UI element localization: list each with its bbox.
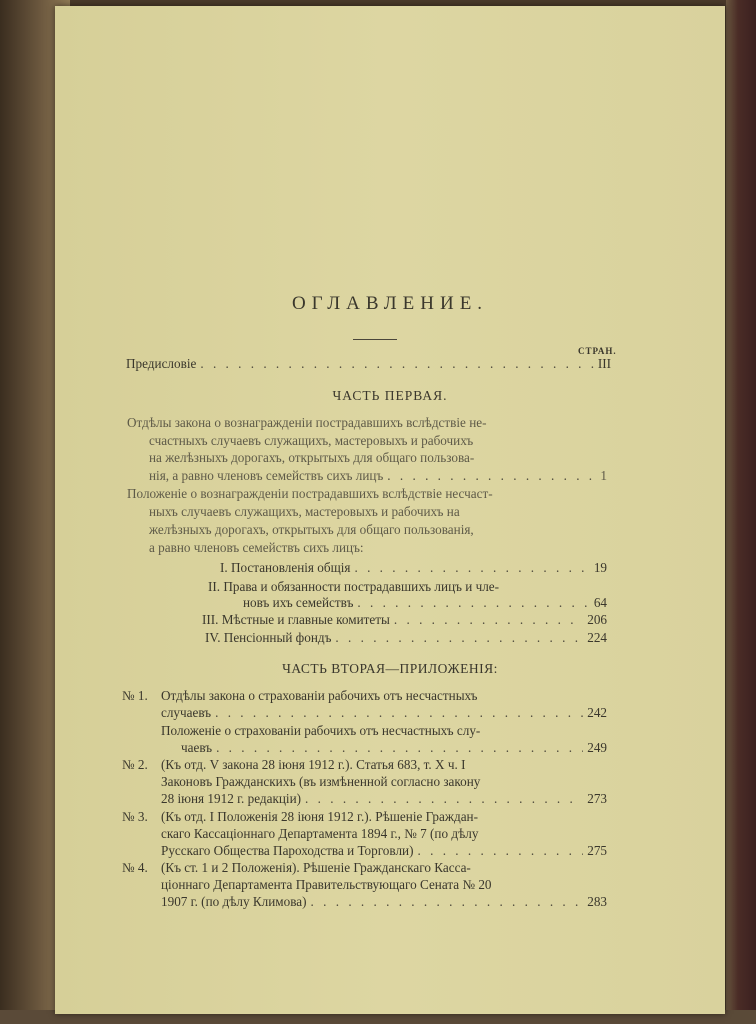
toc-text-line: Положеніе о страхованіи рабочихъ отъ несчастныхъ слу- [161, 723, 481, 738]
dot-leader [387, 467, 596, 484]
toc-entry-preface [126, 355, 611, 372]
toc-page-number: 19 [593, 560, 607, 575]
toc-appendix-2 [161, 790, 607, 807]
toc-page-number: 273 [587, 791, 607, 806]
toc-appendix-4 [161, 893, 607, 910]
toc-entry-label: I. Постановленія общія [220, 560, 351, 575]
toc-section-4 [205, 629, 607, 646]
toc-appendix-3 [161, 842, 607, 859]
toc-text-line: на желѣзныхъ дорогахъ, открытыхъ для общаго пользова- [149, 450, 475, 465]
toc-text-line: ныхъ случаевъ служащихъ, мастеровыхъ и рабочихъ на [149, 504, 460, 519]
toc-appendix-1-sub [181, 739, 607, 756]
book-right-edge [726, 0, 756, 1024]
toc-text-line: счастныхъ случаевъ служащихъ, мастеровыхъ и рабочихъ [149, 433, 474, 448]
toc-appendix-1 [161, 704, 607, 721]
toc-section-2 [243, 594, 607, 611]
toc-text-line: скаго Кассаціоннаго Департамента 1894 г., № 7 (по дѣлу [161, 826, 479, 841]
toc-text-line: Отдѣлы закона о страхованіи рабочихъ отъ несчастныхъ [161, 688, 478, 703]
toc-entry-label: нія, а равно членовъ семействъ сихъ лицъ [149, 468, 384, 483]
toc-text-line: желѣзныхъ дорогахъ, открытыхъ для общаго пользованія, [149, 522, 474, 537]
toc-entry-label: 1907 г. (по дѣлу Климова) [161, 894, 307, 909]
part-two-heading: ЧАСТЬ ВТОРАЯ—ПРИЛОЖЕНІЯ: [282, 661, 498, 676]
appendix-number: № 3. [122, 809, 148, 824]
toc-entry-label: Предисловіе [126, 356, 197, 371]
toc-page-number: 224 [587, 630, 607, 645]
appendix-number: № 4. [122, 860, 148, 875]
appendix-number: № 2. [122, 757, 148, 772]
toc-text-line: II. Права и обязанности пострадавшихъ лицъ и чле- [208, 579, 500, 594]
toc-page-number: 249 [587, 740, 607, 755]
dot-leader [335, 629, 583, 646]
toc-text-line: (Къ ст. 1 и 2 Положенія). Рѣшеніе Гражданскаго Касса- [161, 860, 471, 875]
toc-section-1 [220, 559, 607, 576]
dot-leader [200, 355, 593, 372]
toc-text-line: Законовъ Гражданскихъ (въ измѣненной согласно закону [161, 774, 481, 789]
toc-page-number: 206 [587, 612, 607, 627]
dot-leader [354, 559, 589, 576]
dot-leader [394, 611, 583, 628]
toc-entry-label: чаевъ [181, 740, 213, 755]
toc-entry-label: новъ ихъ семействъ [243, 595, 354, 610]
dot-leader [215, 704, 583, 721]
toc-text-line: а равно членовъ семействъ сихъ лицъ: [149, 540, 364, 555]
toc-entry-label: IV. Пенсіонный фондъ [205, 630, 332, 645]
title-divider [353, 339, 397, 340]
dot-leader [216, 739, 583, 756]
dot-leader [357, 594, 589, 611]
part-one-heading: ЧАСТЬ ПЕРВАЯ. [332, 388, 448, 403]
toc-section-3 [202, 611, 607, 628]
toc-entry-label: 28 іюня 1912 г. редакціи) [161, 791, 302, 806]
page-column-label: СТРАН. [578, 346, 617, 356]
toc-page-number: 283 [587, 894, 607, 909]
book-page [55, 6, 725, 1014]
page-title: ОГЛАВЛЕНИЕ. [291, 293, 489, 314]
toc-page-number: 64 [593, 595, 607, 610]
toc-entry-label: Русскаго Общества Пароходства и Торговли) [161, 843, 414, 858]
toc-page-number: 1 [600, 468, 607, 483]
toc-text-line: Положеніе о вознагражденіи пострадавшихъ вслѣдствіе несчаст- [127, 486, 493, 501]
dot-leader [311, 893, 584, 910]
toc-text-line: ціоннаго Департамента Правительствующаго Сената № 20 [161, 877, 492, 892]
appendix-number: № 1. [122, 688, 148, 703]
toc-entry-label: III. Мѣстные и главные комитеты [202, 612, 390, 627]
toc-page-number: 275 [587, 843, 607, 858]
dot-leader [418, 842, 584, 859]
toc-text-line: (Къ отд. V закона 28 іюня 1912 г.). Статья 683, т. X ч. I [161, 757, 466, 772]
toc-page-number: 242 [587, 705, 607, 720]
dot-leader [305, 790, 583, 807]
toc-entry-label: случаевъ [161, 705, 212, 720]
toc-entry-part1-laws [149, 467, 607, 484]
toc-text-line: (Къ отд. I Положенія 28 іюня 1912 г.). Рѣшеніе Граждан- [161, 809, 478, 824]
toc-page-number: III [597, 356, 611, 371]
toc-text-line: Отдѣлы закона о вознагражденіи пострадавшихъ вслѣдствіе не- [127, 415, 487, 430]
